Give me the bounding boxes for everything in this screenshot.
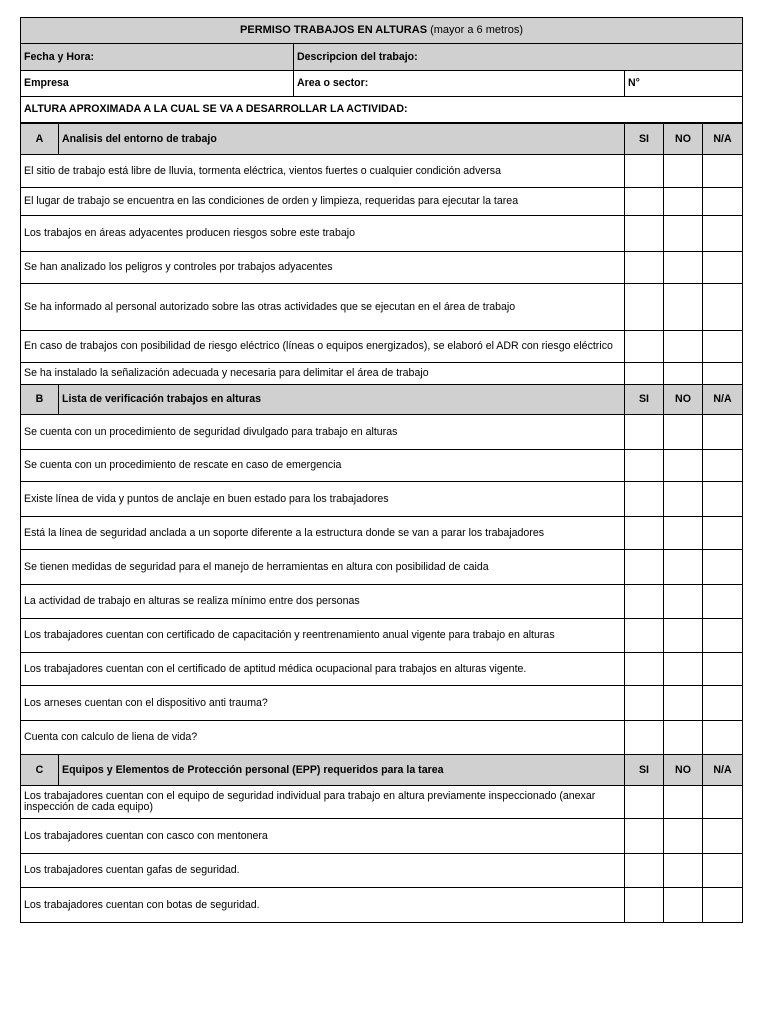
checklist-item-text: Se cuenta con un procedimiento de seguridad divulgado para trabajo en alturas bbox=[21, 415, 625, 450]
checklist-item-text: Los arneses cuentan con el dispositivo anti trauma? bbox=[21, 686, 625, 721]
checkbox-cell-na[interactable] bbox=[703, 450, 743, 482]
form-title bbox=[21, 18, 743, 44]
checklist-row bbox=[21, 888, 743, 923]
column-header-si: SI bbox=[625, 124, 664, 155]
checkbox-cell-na[interactable] bbox=[703, 721, 743, 755]
section-title: Equipos y Elementos de Protección personal (EPP) requeridos para la tarea bbox=[59, 755, 625, 786]
checkbox-cell-si[interactable] bbox=[625, 415, 664, 450]
area-sector-field[interactable] bbox=[294, 71, 625, 97]
section-header-a bbox=[21, 124, 743, 155]
checkbox-cell-si[interactable] bbox=[625, 721, 664, 755]
checklist-row bbox=[21, 619, 743, 653]
empresa-field[interactable]: Empresa bbox=[21, 71, 294, 97]
checkbox-cell-si[interactable] bbox=[625, 155, 664, 188]
checklist-item-text: Está la línea de seguridad anclada a un soporte diferente a la estructura donde se van a parar los trabajadores bbox=[21, 517, 625, 550]
checklist-item-text: Los trabajadores cuentan gafas de seguridad. bbox=[21, 854, 625, 888]
checkbox-cell-na[interactable] bbox=[703, 482, 743, 517]
checkbox-cell-na[interactable] bbox=[703, 216, 743, 252]
checklist-row bbox=[21, 854, 743, 888]
form-title-main: PERMISO TRABAJOS EN ALTURAS bbox=[240, 24, 428, 36]
checklist-row bbox=[21, 721, 743, 755]
checkbox-cell-si[interactable] bbox=[625, 331, 664, 363]
checkbox-cell-si[interactable] bbox=[625, 619, 664, 653]
section-letter: B bbox=[21, 385, 59, 415]
checklist-row bbox=[21, 550, 743, 585]
permit-form bbox=[20, 17, 742, 923]
checklist-row bbox=[21, 786, 743, 819]
checkbox-cell-no[interactable] bbox=[664, 216, 703, 252]
numero-field[interactable]: N° bbox=[625, 71, 743, 97]
checklist-item-text: El sitio de trabajo está libre de lluvia, tormenta eléctrica, vientos fuertes o cualquier condición adversa bbox=[21, 155, 625, 188]
checkbox-cell-si[interactable] bbox=[625, 686, 664, 721]
checkbox-cell-no[interactable] bbox=[664, 550, 703, 585]
checkbox-cell-no[interactable] bbox=[664, 721, 703, 755]
fecha-row bbox=[21, 44, 743, 71]
descripcion-field[interactable]: Descripcion del trabajo: bbox=[294, 44, 743, 71]
column-header-na: N/A bbox=[703, 755, 743, 786]
checklist-item-text: Existe línea de vida y puntos de anclaje en buen estado para los trabajadores bbox=[21, 482, 625, 517]
checkbox-cell-na[interactable] bbox=[703, 517, 743, 550]
form-title-row bbox=[21, 18, 743, 44]
checkbox-cell-no[interactable] bbox=[664, 786, 703, 819]
checkbox-cell-si[interactable] bbox=[625, 363, 664, 385]
permit-table bbox=[20, 17, 743, 123]
checklist-row bbox=[21, 517, 743, 550]
section-header-b bbox=[21, 385, 743, 415]
checkbox-cell-si[interactable] bbox=[625, 854, 664, 888]
checkbox-cell-na[interactable] bbox=[703, 888, 743, 923]
column-header-na: N/A bbox=[703, 385, 743, 415]
checkbox-cell-na[interactable] bbox=[703, 550, 743, 585]
checkbox-cell-si[interactable] bbox=[625, 517, 664, 550]
checkbox-cell-na[interactable] bbox=[703, 155, 743, 188]
checkbox-cell-na[interactable] bbox=[703, 653, 743, 686]
column-header-na: N/A bbox=[703, 124, 743, 155]
checkbox-cell-na[interactable] bbox=[703, 188, 743, 216]
checkbox-cell-no[interactable] bbox=[664, 619, 703, 653]
checkbox-cell-no[interactable] bbox=[664, 653, 703, 686]
checklist-item-text: En caso de trabajos con posibilidad de riesgo eléctrico (líneas o equipos energizados), se elaboró el ADR con riesgo eléctrico bbox=[21, 331, 625, 363]
checklist-item-text: La actividad de trabajo en alturas se realiza mínimo entre dos personas bbox=[21, 585, 625, 619]
checkbox-cell-si[interactable] bbox=[625, 550, 664, 585]
checkbox-cell-si[interactable] bbox=[625, 284, 664, 331]
fecha-hora-field[interactable]: Fecha y Hora: bbox=[21, 44, 294, 71]
checkbox-cell-si[interactable] bbox=[625, 888, 664, 923]
checklist-row bbox=[21, 284, 743, 331]
checklist-row bbox=[21, 585, 743, 619]
checkbox-cell-no[interactable] bbox=[664, 819, 703, 854]
checklist-item-text: Los trabajadores cuentan con el certificado de aptitud médica ocupacional para trabajos en alturas vigente. bbox=[21, 653, 625, 686]
checklist-row bbox=[21, 331, 743, 363]
checklist-row bbox=[21, 155, 743, 188]
checkbox-cell-no[interactable] bbox=[664, 585, 703, 619]
checkbox-cell-na[interactable] bbox=[703, 415, 743, 450]
checklist-row bbox=[21, 482, 743, 517]
checkbox-cell-no[interactable] bbox=[664, 450, 703, 482]
checkbox-cell-no[interactable] bbox=[664, 188, 703, 216]
checkbox-cell-no[interactable] bbox=[664, 331, 703, 363]
checkbox-cell-na[interactable] bbox=[703, 854, 743, 888]
altura-field[interactable]: ALTURA APROXIMADA A LA CUAL SE VA A DESARROLLAR LA ACTIVIDAD: bbox=[21, 97, 743, 123]
checklist-item-text: Los trabajadores cuentan con certificado de capacitación y reentrenamiento anual vigente para trabajo en alturas bbox=[21, 619, 625, 653]
checklist-row bbox=[21, 415, 743, 450]
checkbox-cell-na[interactable] bbox=[703, 331, 743, 363]
column-header-no: NO bbox=[664, 385, 703, 415]
checklist-row bbox=[21, 363, 743, 385]
checklist-item-text: Los trabajadores cuentan con botas de seguridad. bbox=[21, 888, 625, 923]
checklist-row bbox=[21, 653, 743, 686]
checkbox-cell-no[interactable] bbox=[664, 415, 703, 450]
form-title-suffix: (mayor a 6 metros) bbox=[427, 24, 523, 36]
column-header-si: SI bbox=[625, 385, 664, 415]
column-header-no: NO bbox=[664, 124, 703, 155]
checklist-row bbox=[21, 252, 743, 284]
checklist-item-text: Se han analizado los peligros y controles por trabajos adyacentes bbox=[21, 252, 625, 284]
checkbox-cell-no[interactable] bbox=[664, 252, 703, 284]
checkbox-cell-no[interactable] bbox=[664, 854, 703, 888]
checkbox-cell-na[interactable] bbox=[703, 619, 743, 653]
checkbox-cell-na[interactable] bbox=[703, 252, 743, 284]
checkbox-cell-si[interactable] bbox=[625, 653, 664, 686]
column-header-si: SI bbox=[625, 755, 664, 786]
checkbox-cell-na[interactable] bbox=[703, 363, 743, 385]
checklist-row bbox=[21, 450, 743, 482]
checkbox-cell-na[interactable] bbox=[703, 284, 743, 331]
checkbox-cell-si[interactable] bbox=[625, 585, 664, 619]
checkbox-cell-na[interactable] bbox=[703, 819, 743, 854]
checkbox-cell-si[interactable] bbox=[625, 252, 664, 284]
checklist-item-text: Los trabajadores cuentan con el equipo de seguridad individual para trabajo en altura previamente inspeccionado (anexar inspección de cada equipo) bbox=[21, 786, 625, 819]
checklist-item-text: Los trabajos en áreas adyacentes producen riesgos sobre este trabajo bbox=[21, 216, 625, 252]
checklist-table bbox=[20, 123, 743, 923]
section-letter: C bbox=[21, 755, 59, 786]
area-sector-label: Area o sector: bbox=[297, 77, 369, 89]
checklist-row bbox=[21, 216, 743, 252]
checkbox-cell-si[interactable] bbox=[625, 819, 664, 854]
section-letter: A bbox=[21, 124, 59, 155]
checklist-item-text: Se cuenta con un procedimiento de rescate en caso de emergencia bbox=[21, 450, 625, 482]
checkbox-cell-na[interactable] bbox=[703, 585, 743, 619]
checkbox-cell-no[interactable] bbox=[664, 482, 703, 517]
checklist-item-text: Se tienen medidas de seguridad para el manejo de herramientas en altura con posibilidad de caida bbox=[21, 550, 625, 585]
checklist-row bbox=[21, 819, 743, 854]
column-header-no: NO bbox=[664, 755, 703, 786]
checklist-item-text: Cuenta con calculo de liena de vida? bbox=[21, 721, 625, 755]
empresa-row bbox=[21, 71, 743, 97]
checkbox-cell-no[interactable] bbox=[664, 686, 703, 721]
checklist-item-text: Se ha instalado la señalización adecuada y necesaria para delimitar el área de trabajo bbox=[21, 363, 625, 385]
checkbox-cell-no[interactable] bbox=[664, 888, 703, 923]
checkbox-cell-na[interactable] bbox=[703, 786, 743, 819]
altura-row bbox=[21, 97, 743, 123]
checkbox-cell-si[interactable] bbox=[625, 188, 664, 216]
section-header-c bbox=[21, 755, 743, 786]
checklist-row bbox=[21, 188, 743, 216]
checkbox-cell-no[interactable] bbox=[664, 284, 703, 331]
checkbox-cell-no[interactable] bbox=[664, 517, 703, 550]
section-title: Lista de verificación trabajos en alturas bbox=[59, 385, 625, 415]
checklist-item-text: El lugar de trabajo se encuentra en las condiciones de orden y limpieza, requeridas para ejecutar la tarea bbox=[21, 188, 625, 216]
section-title: Analisis del entorno de trabajo bbox=[59, 124, 625, 155]
checklist-row bbox=[21, 686, 743, 721]
checkbox-cell-si[interactable] bbox=[625, 216, 664, 252]
checkbox-cell-si[interactable] bbox=[625, 482, 664, 517]
checklist-item-text: Los trabajadores cuentan con casco con mentonera bbox=[21, 819, 625, 854]
checkbox-cell-si[interactable] bbox=[625, 450, 664, 482]
checkbox-cell-no[interactable] bbox=[664, 155, 703, 188]
checklist-item-text: Se ha informado al personal autorizado sobre las otras actividades que se ejecutan en el área de trabajo bbox=[21, 284, 625, 331]
checkbox-cell-si[interactable] bbox=[625, 786, 664, 819]
checkbox-cell-no[interactable] bbox=[664, 363, 703, 385]
checkbox-cell-na[interactable] bbox=[703, 686, 743, 721]
